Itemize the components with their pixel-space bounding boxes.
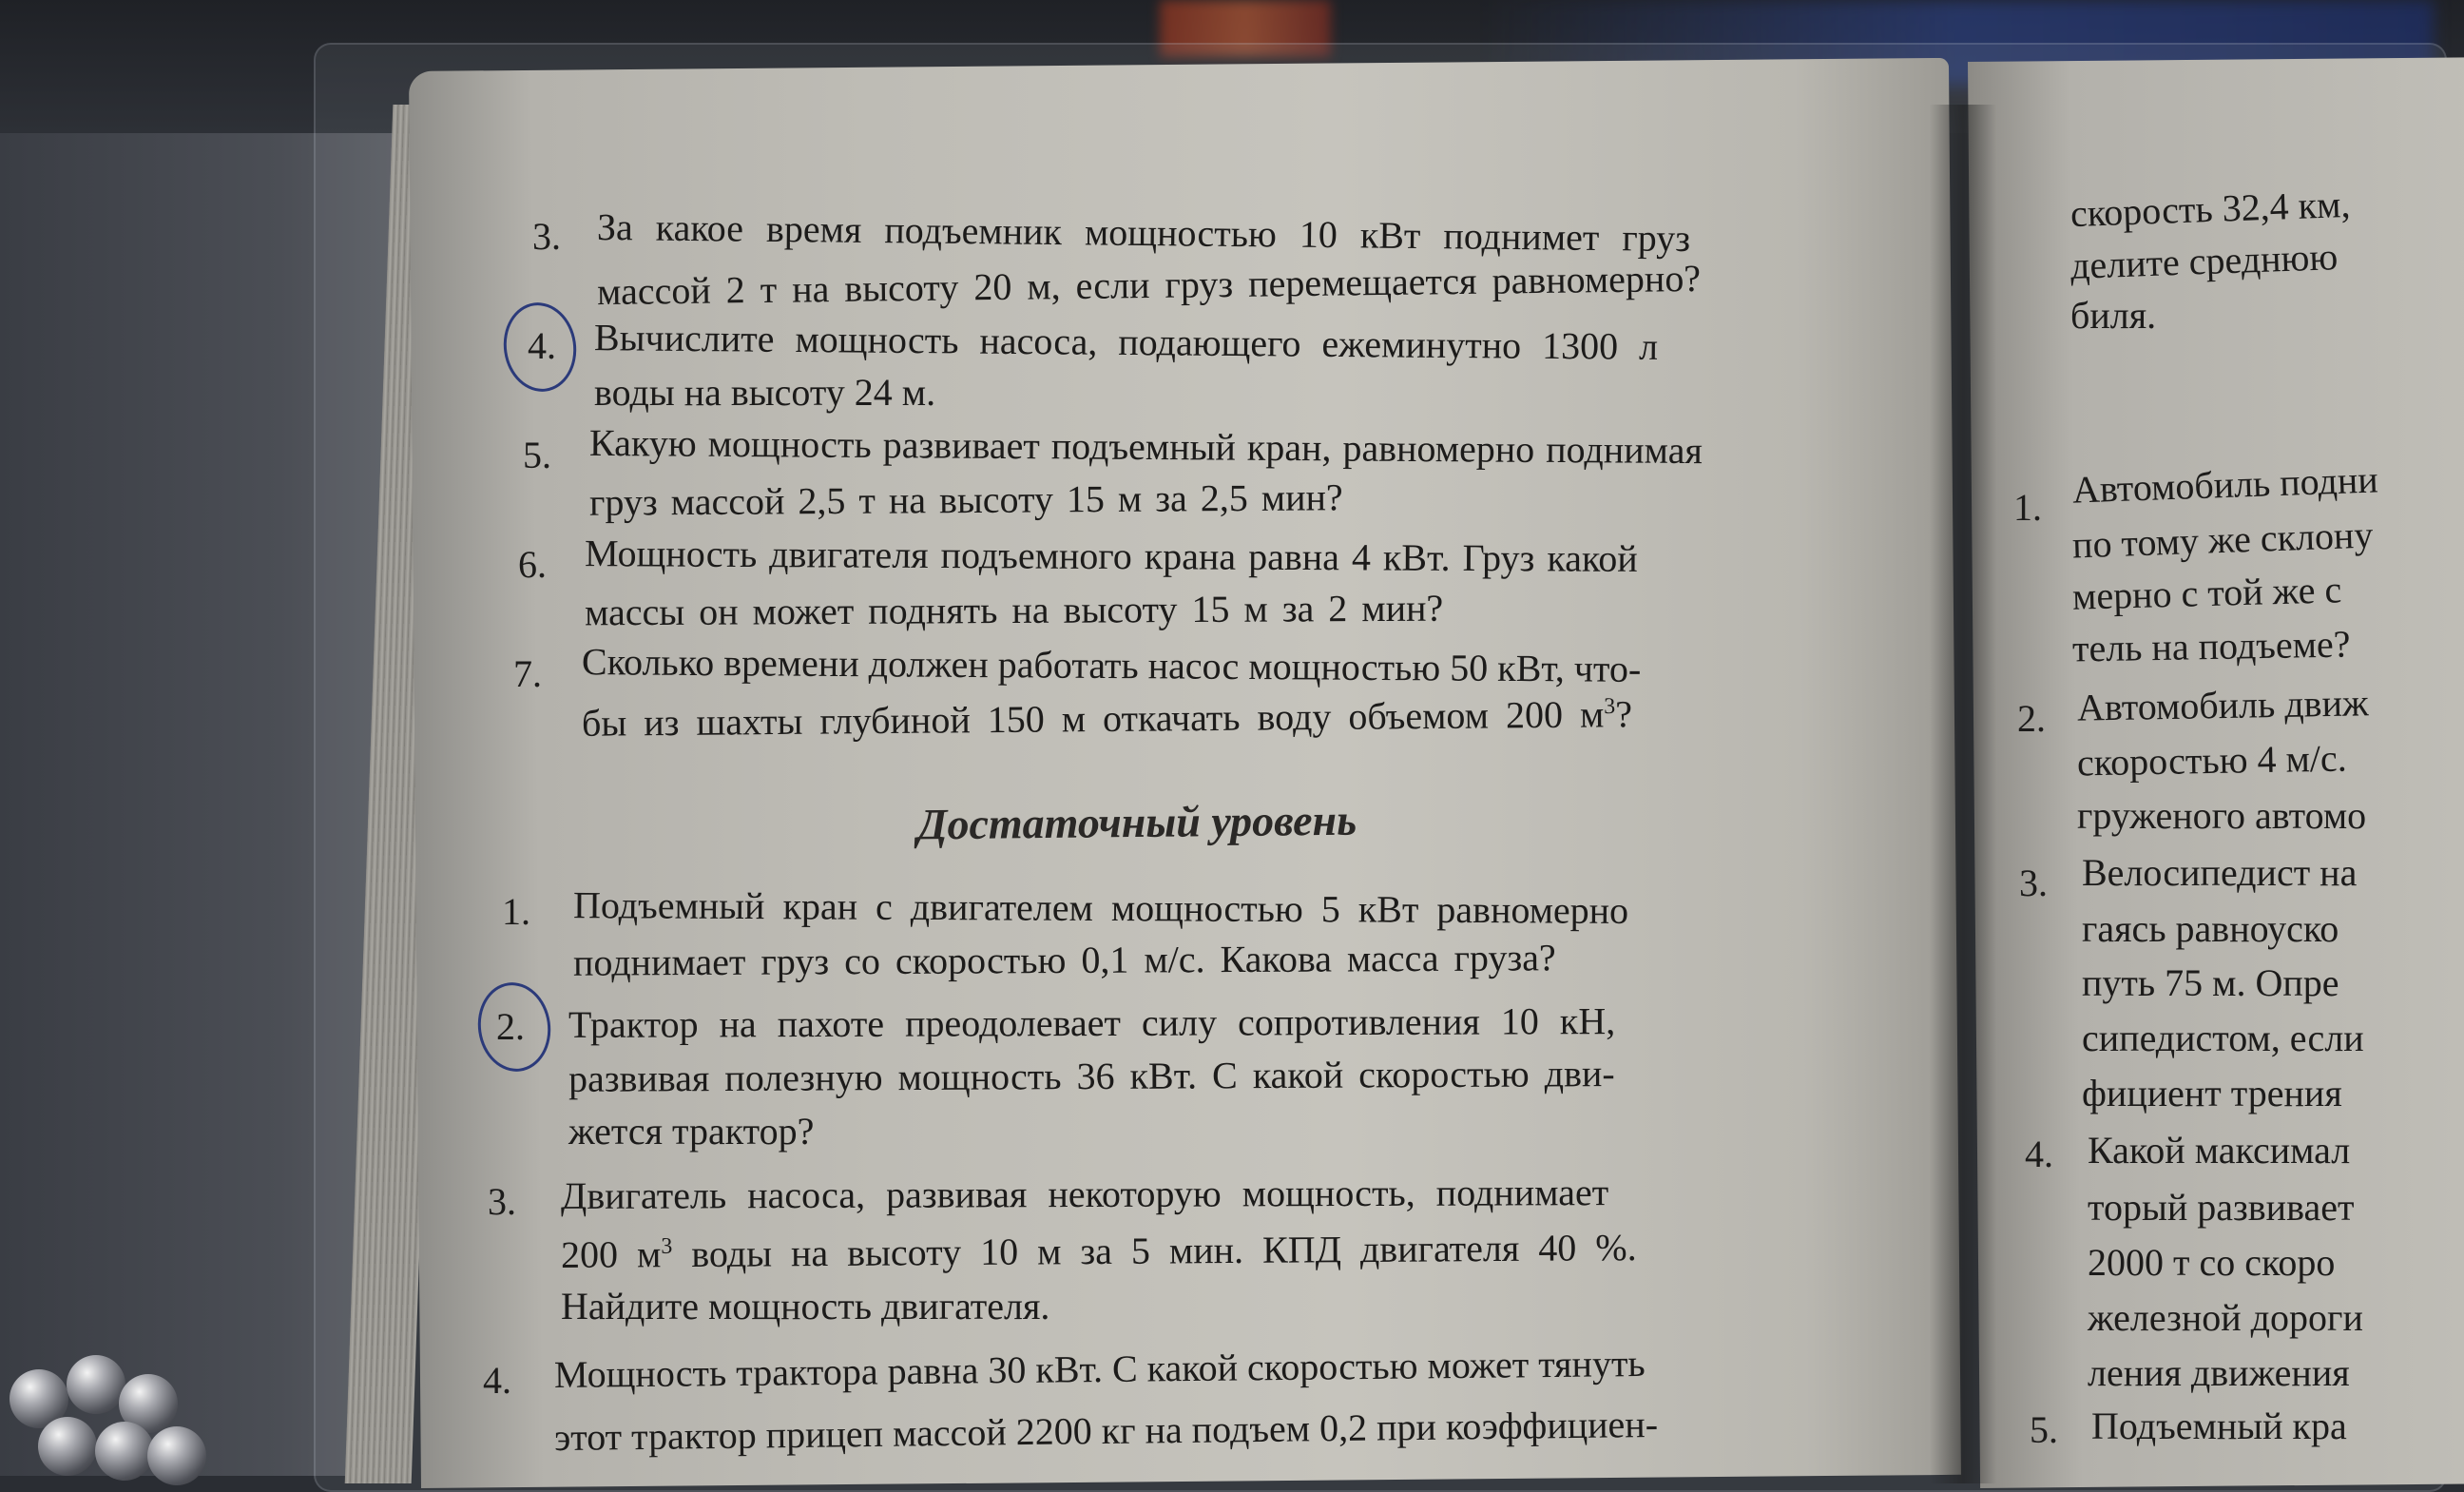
item-text-line: Велосипедист на [2082, 851, 2358, 894]
item-number: 6. [518, 543, 547, 586]
item-text-line: мерно с той же с [2071, 568, 2342, 618]
section-heading: Достаточный уровень [916, 795, 1357, 849]
item-number: 4. [2025, 1133, 2053, 1175]
item-number: 3. [488, 1180, 516, 1223]
item-text-line: 2000 т со скоро [2088, 1241, 2336, 1284]
item-number: 5. [2030, 1408, 2058, 1451]
item-text-line: массой 2 т на высоту 20 м, если груз перемещается равномерно? [596, 256, 1702, 314]
item-text-line: массы он может поднять на высоту 15 м за 2 мин? [584, 586, 1444, 634]
item-text-line: гаясь равноуско [2082, 907, 2339, 950]
item-text-line: Подъемный кран с двигателем мощностью 5 кВт равномерно [572, 883, 1629, 932]
item-text-line: груз массой 2,5 т на высоту 15 м за 2,5 мин? [588, 475, 1343, 524]
item-text-line: делите среднюю [2069, 235, 2339, 287]
item-text-line: Найдите мощность двигателя. [561, 1285, 1050, 1327]
item-number: 2. [496, 1005, 525, 1048]
item-text-line: Какую мощность развивает подъемный кран, равномерно поднимая [588, 420, 1704, 473]
item-text-line: Какой максимал [2088, 1129, 2351, 1172]
item-text-line: 200 $м^3$ воды на высоту 10 м за 5 мин. КПД двигателя 40 %. [560, 1226, 1637, 1276]
item-number: 3. [2019, 862, 2048, 904]
item-number: 7. [513, 652, 542, 695]
item-text-line: воды на высоту 24 м. [594, 371, 936, 414]
item-number: 4. [483, 1359, 511, 1402]
item-text-line: Мощность трактора равна 30 кВт. С какой скоростью может тянуть [553, 1341, 1646, 1397]
item-text-line: железной дороги [2088, 1296, 2363, 1339]
item-number: 1. [502, 890, 530, 933]
item-number: 2. [2017, 697, 2046, 740]
item-number: 4. [528, 324, 556, 367]
item-text-line: Вычислите мощность насоса, подающего ежеминутно 1300 л [593, 316, 1659, 368]
item-text-line: Сколько времени должен работать насос мощностью 50 кВт, что- [581, 640, 1642, 690]
item-text-line: скорость 32,4 км, [2069, 182, 2352, 236]
item-text-line: сипедистом, если [2082, 1017, 2364, 1059]
item-text-line: Автомобиль движ [2076, 681, 2369, 729]
item-number: 1. [2013, 486, 2042, 529]
item-text-line: Автомобиль подни [2071, 457, 2379, 512]
item-number: 3. [532, 215, 561, 258]
item-text-line: поднимает груз со скоростью 0,1 м/с. Какова масса груза? [572, 936, 1556, 984]
item-text-line: скоростью 4 м/с. [2076, 736, 2348, 785]
item-text-line: ления движения [2088, 1351, 2350, 1394]
item-text-line: Мощность двигателя подъемного крана равна 4 кВт. Груз какой [584, 532, 1638, 580]
item-text-line: Двигатель насоса, развивая некоторую мощность, поднимает [560, 1171, 1609, 1217]
item-text-line: тель на подъеме? [2071, 622, 2351, 670]
item-text-line: груженого автомо [2077, 794, 2367, 837]
item-number: 5. [523, 434, 551, 476]
item-text-line: бы из шахты глубиной 150 м откачать воду объемом 200 $м^3$? [581, 692, 1633, 745]
item-text-line: путь 75 м. Опре [2082, 961, 2339, 1004]
item-text-line: жется трактор? [568, 1110, 815, 1153]
item-text-line: торый развивает [2088, 1186, 2355, 1229]
item-text-line: Трактор на пахоте преодолевает силу сопротивления 10 кН, [568, 999, 1616, 1046]
item-text-line: развивая полезную мощность 36 кВт. С какой скоростью дви- [568, 1052, 1615, 1100]
item-text-line: биля. [2070, 294, 2157, 337]
item-text-line: Подъемный кра [2091, 1405, 2347, 1447]
item-text-line: фициент трения [2082, 1072, 2342, 1114]
item-text-line: по тому же склону [2071, 513, 2374, 567]
item-text-line: За какое время подъемник мощностью 10 кВт поднимет груз [596, 204, 1691, 261]
item-text-line: этот трактор прицеп массой 2200 кг на подъем 0,2 при коэффициен- [553, 1402, 1659, 1460]
